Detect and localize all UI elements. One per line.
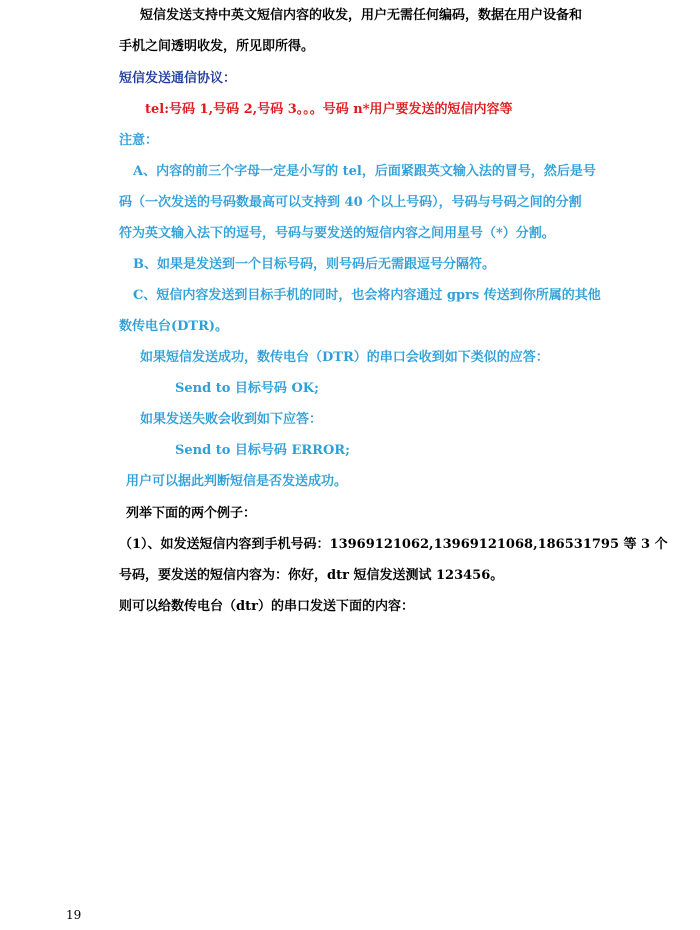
page-number: 19 (66, 908, 82, 922)
note-c-line-1: C、短信内容发送到目标手机的同时，也会将内容通过 gprs 传送到你所属的其他 (133, 288, 601, 303)
judge-line: 用户可以据此判断短信是否发送成功。 (126, 474, 348, 489)
note-a-line-1: A、内容的前三个字母一定是小写的 tel，后面紧跟英文输入法的冒号，然后是号 (133, 164, 596, 179)
success-intro: 如果短信发送成功，数传电台（DTR）的串口会收到如下类似的应答： (140, 350, 549, 365)
note-b-line-1: B、如果是发送到一个目标号码，则号码后无需跟逗号分隔符。 (133, 257, 495, 272)
fail-intro: 如果发送失败会收到如下应答： (140, 412, 323, 427)
protocol-format: tel:号码 1,号码 2,号码 3。。。号码 n*用户要发送的短信内容等 (145, 102, 513, 117)
example-1-line-2: 号码，要发送的短信内容为：你好，dtr 短信发送测试 123456。 (119, 568, 504, 583)
intro-line-2: 手机之间透明收发，所见即所得。 (119, 39, 315, 54)
example-1-line-3: 则可以给数传电台（dtr）的串口发送下面的内容： (119, 599, 414, 614)
note-a-line-3: 符为英文输入法下的逗号，号码与要发送的短信内容之间用星号（*）分割。 (119, 226, 555, 241)
success-reply: Send to 目标号码 OK; (175, 381, 319, 396)
intro-line-1: 短信发送支持中英文短信内容的收发，用户无需任何编码，数据在用户设备和 (140, 8, 583, 23)
example-1-line-1: （1）、如发送短信内容到手机号码：13969121062,13969121068,186531795 等 3 个 (119, 537, 668, 552)
examples-heading: 列举下面的两个例子： (126, 506, 257, 521)
notes-heading: 注意： (119, 133, 159, 148)
note-a-line-2: 码（一次发送的号码数最高可以支持到 40 个以上号码），号码与号码之间的分割 (119, 195, 582, 210)
protocol-heading: 短信发送通信协议： (119, 71, 237, 86)
note-c-line-2: 数传电台(DTR)。 (119, 319, 229, 334)
fail-reply: Send to 目标号码 ERROR; (175, 443, 350, 458)
